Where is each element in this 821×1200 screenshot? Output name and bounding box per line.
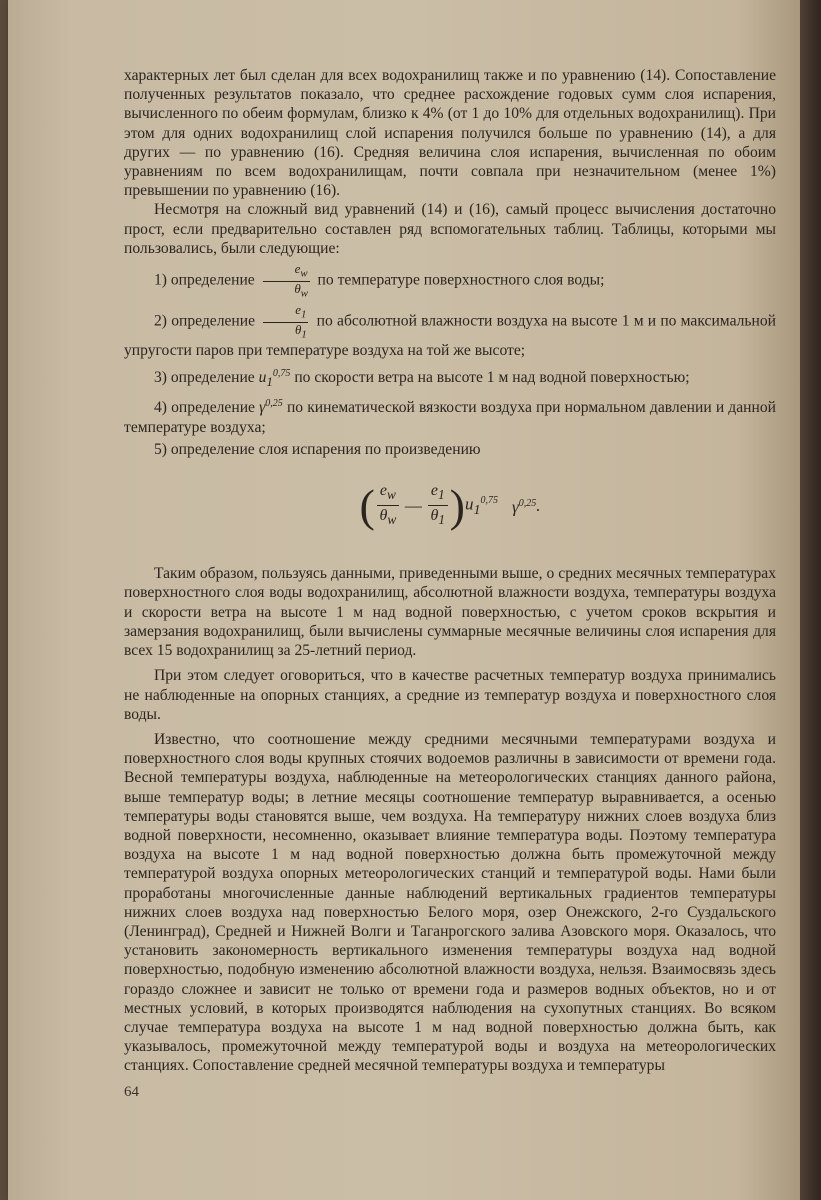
list-item-4: 4) определение $\gamma^{0,25}$ по кинематической вязкости воздуха при нормальном давлении и данной температуре воздуха; [124, 398, 776, 436]
tables-list [124, 262, 776, 459]
paragraph-4: При этом следует оговориться, что в качестве расчетных температур воздуха принимались не наблюденные на опорных станциях, а средние из температур воздуха и поверхностного слоя воды. [124, 667, 776, 723]
product-formula: ( $\frac{e_w}{\theta_w}$ — $\frac{e_1}{\theta_1}$ ) $u_1^{0,75}$ $\gamma^{0,25}$ . [359, 479, 541, 531]
fraction-e1-theta1: $\frac{e_1}{\theta_1}$ [263, 303, 308, 341]
list-item-1: 1) определение $\frac{e_w}{\theta_w}$ по температуре поверхностного слоя воды; [154, 261, 605, 300]
paragraph-1: характерных лет был сделан для всех водохранилищ также и по уравнению (14). Сопоставление полученных результатов показало, что среднее расхождение годовых сумм слоя испарения, вычисленного по обеим формулам, близко к 4% (от 1 до 10% для отдельных водохранилищ). При этом для одних водохранилищ слой испарения получился больше по уравнению (14), а для других — по уравнению (16). Средняя величина слоя испарения, вычисленная по обоим уравнениям по всем водохранилищам, почти совпала при незначительном (менее 1%) превышении по уравнению (16). [124, 67, 776, 200]
right-paren: ) [449, 479, 465, 531]
list-item-2: 2) определение $\frac{e_1}{\theta_1}$ по абсолютной влажности воздуха на высоте 1 м и по максимальной упругости паров при температуре воздуха на той же высоте; [124, 302, 777, 360]
left-paren: ( [359, 479, 375, 531]
paragraph-3: Таким образом, пользуясь данными, приведенными выше, о средних месячных температурах поверхностного слоя воды водохранилищ, абсолютной влажности воздуха, температуры воздуха и скорости ветра на высоте 1 м над водной поверхностью, с учетом сроков вскрытия и замерзания водохранилищ, были вычислены суммарные месячные величины слоя испарения для всех 15 водохранилищ за 25-летний период. [124, 565, 776, 660]
fraction-ew-thetaw: $\frac{e_w}{\theta_w}$ [263, 262, 310, 300]
gamma-power: $\gamma^{0,25}$ [259, 398, 283, 417]
paragraph-5: Известно, что соотношение между средними месячными температурами воздуха и поверхностного слоя воды крупных стоячих водоемов различны в зависимости от времени года. Весной температуры воздуха, наблюденные на метеорологических станциях данного района, выше температур воды; в летние месяцы соотношение температур выравнивается, а осенью температуры воды становятся выше, чем воздуха. На температуру нижних слоев воздуха близ водной поверхности, несомненно, оказывает влияние температура воды. Поэтому температура воздуха на высоте 1 м над водной поверхностью должна быть промежуточной между температурой воздуха опорных метеорологических станций и температурой воды. Нами были проработаны многочисленные данные наблюдений вертикальных градиентов температуры нижних слоев воздуха над поверхностью Белого моря, озер Онежского, 2-го Суздальского (Ленинград), Средней и Нижней Волги и Таганрогского залива Азовского моря. Оказалось, что установить закономерность вертикального изменения температуры воздуха над водной поверхностью, подобную изменению абсолютной влажности воздуха, нельзя. Взаимосвязь здесь гораздо сложнее и зависит не только от времени года и размеров водных объектов, но и от местных условий, в которых производятся наблюдения на сухопутных станциях. Во всяком случае температура воздуха на высоте 1 м над водной поверхностью должна быть, как указывалось, промежуточной между температурой воды и воздуха на метеорологических станциях. Сопоставление средней месячной температуры воздуха и температуры [124, 730, 776, 1075]
paragraph-2: Несмотря на сложный вид уравнений (14) и (16), самый процесс вычисления достаточно прост, если предварительно составлен ряд вспомогательных таблиц. Таблицы, которыми мы пользовались, были следующие: [124, 201, 776, 257]
u1-power: $u_1^{0,75}$ [258, 367, 291, 389]
book-page [8, 0, 800, 1200]
body-text [124, 66, 776, 1076]
page-number: 64 [124, 1084, 139, 1100]
page-edge-shadow [800, 0, 821, 1200]
list-item-3: 3) определение $u_1^{0,75}$ по скорости ветра на высоте 1 м над водной поверхностью; [154, 367, 690, 389]
list-item-5: 5) определение слоя испарения по произведению [154, 440, 481, 458]
